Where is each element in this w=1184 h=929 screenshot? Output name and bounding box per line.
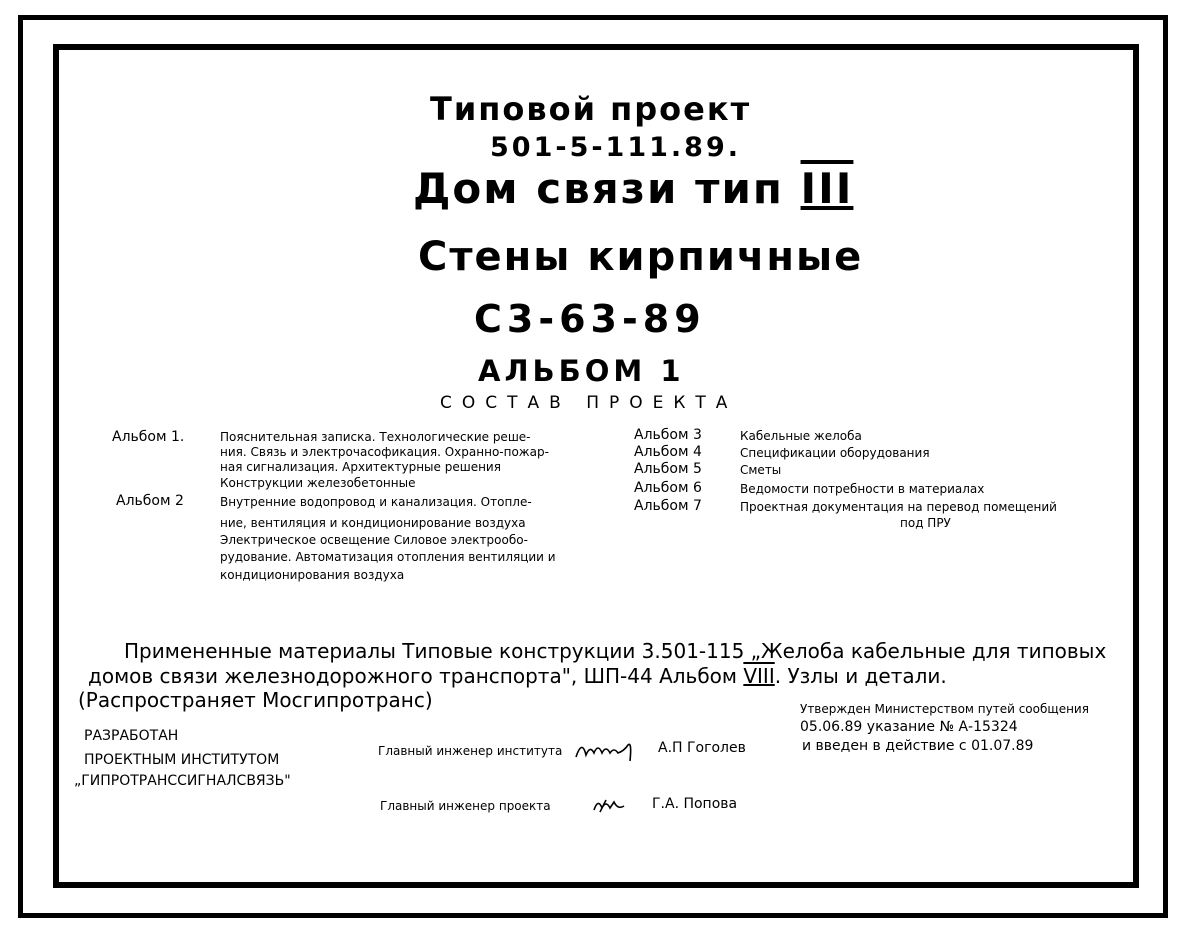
chief-engineer-institute-role: Главный инженер института [378, 744, 563, 758]
album-1-label: Альбом 1. [112, 429, 185, 445]
album-2-line: рудование. Автоматизация отопления вентиляции и [220, 550, 556, 564]
chief-engineer-institute-name: А.П Гоголев [658, 740, 746, 756]
chief-engineer-project-name: Г.А. Попова [652, 796, 738, 812]
album-title: АЛЬБОМ 1 [478, 354, 685, 388]
album-6-label: Альбом 6 [634, 480, 702, 496]
materials-line-1: Примененные материалы Типовые конструкции 3.501-115 „Желоба кабельные для типовых [124, 639, 1107, 663]
album-4-text: Спецификации оборудования [740, 446, 930, 460]
album-2-line: ние, вентиляция и кондиционирование воздуха [220, 516, 526, 530]
developer-line-3: „ГИПРОТРАНССИГНАЛСВЯЗЬ" [74, 773, 291, 789]
album-1-line: Пояснительная записка. Технологические реше- [220, 430, 531, 444]
album-5-text: Сметы [740, 463, 782, 477]
materials-line-2-b: . Узлы и детали. [774, 664, 947, 688]
album-4-label: Альбом 4 [634, 444, 702, 460]
materials-line-2-a: домов связи железнодорожного транспорта", ШП-44 Альбом [88, 664, 737, 688]
approval-line-2: 05.06.89 указание № А-15324 [800, 719, 1018, 735]
materials-line-3: (Распространяет Мосгипротранс) [78, 688, 433, 712]
album-1-line: ная сигнализация. Архитектурные решения [220, 460, 501, 474]
album-1-line: Конструкции железобетонные [220, 476, 416, 490]
album-5-label: Альбом 5 [634, 461, 702, 477]
materials-line-2 [88, 666, 947, 686]
album-2-line: Электрическое освещение Силовое электрообо- [220, 533, 528, 547]
album-7-label: Альбом 7 [634, 498, 702, 514]
project-number: 501-5-111.89. [490, 132, 742, 163]
album-2-label: Альбом 2 [116, 493, 184, 509]
album-7-text-cont: под ПРУ [900, 516, 951, 530]
building-title [413, 164, 854, 213]
building-title-text: Дом связи тип [413, 164, 784, 213]
materials-album-roman: VIII [743, 664, 775, 688]
developer-line-1: РАЗРАБОТАН [84, 728, 179, 744]
album-3-text: Кабельные желоба [740, 429, 862, 443]
album-7-text: Проектная документация на перевод помещений [740, 500, 1057, 514]
album-2-line: кондиционирования воздуха [220, 568, 405, 582]
album-1-line: ния. Связь и электрочасофикация. Охранно-пожар- [220, 445, 549, 459]
walls-title: Стены кирпичные [418, 234, 864, 280]
approval-line-1: Утвержден Министерством путей сообщения [800, 702, 1089, 716]
series-code: С3-63-89 [474, 297, 706, 341]
approval-line-3: и введен в действие с 01.07.89 [802, 738, 1034, 754]
project-composition-heading: СОСТАВ ПРОЕКТА [440, 393, 738, 413]
signature-gogolev-icon [574, 735, 636, 765]
album-3-label: Альбом 3 [634, 427, 702, 443]
album-6-text: Ведомости потребности в материалах [740, 482, 985, 496]
signature-popova-icon [592, 794, 626, 816]
chief-engineer-project-role: Главный инженер проекта [380, 799, 551, 813]
album-2-line: Внутренние водопровод и канализация. Отопле- [220, 495, 532, 509]
building-type-roman: III [800, 164, 854, 213]
developer-line-2: ПРОЕКТНЫМ ИНСТИТУТОМ [84, 752, 280, 768]
doc-type-title: Типовой проект [430, 90, 752, 128]
